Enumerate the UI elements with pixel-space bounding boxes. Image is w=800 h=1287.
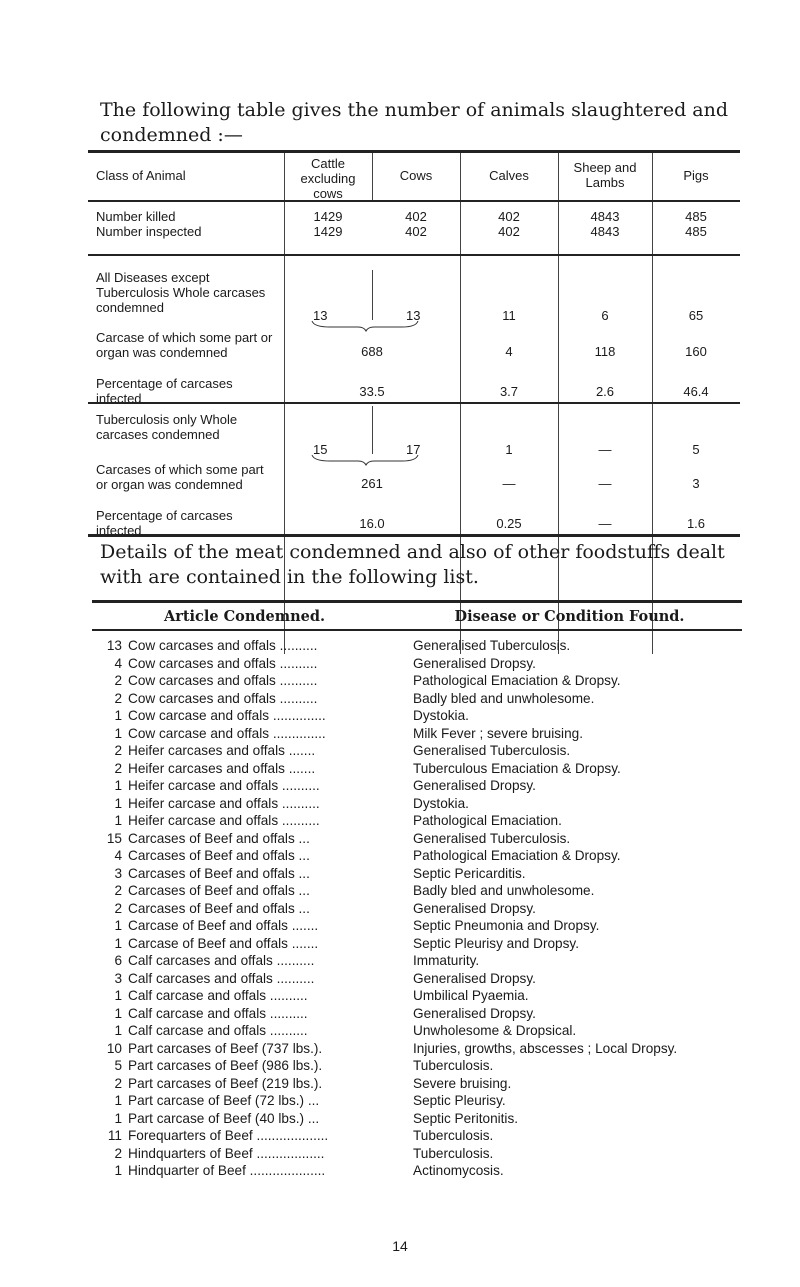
header-article: Article Condemned. xyxy=(163,607,326,625)
label-all-diseases-pct: Percentage of carcases infected xyxy=(96,376,233,406)
item-disease: Septic Pleurisy. xyxy=(413,1093,506,1108)
item-article: Cow carcases and offals .......... xyxy=(128,655,318,671)
header-pigs: Pigs xyxy=(683,168,709,183)
killed-pigs: 485 xyxy=(685,209,707,224)
col-divider xyxy=(372,153,373,200)
header-disease: Disease or Condition Found. xyxy=(454,607,685,625)
tb-pct-calves: 0.25 xyxy=(496,516,522,531)
list-item xyxy=(92,1127,742,1145)
list-item xyxy=(92,1162,742,1180)
label-killed: Number killed xyxy=(96,209,176,224)
item-quantity: 2 xyxy=(114,1075,122,1091)
item-article: Cow carcases and offals .......... xyxy=(128,690,318,706)
col-divider xyxy=(372,270,373,320)
list-item xyxy=(92,1040,742,1058)
list-item xyxy=(92,725,742,743)
list-item xyxy=(92,655,742,673)
item-quantity: 2 xyxy=(114,760,122,776)
item-quantity: 6 xyxy=(114,953,122,968)
list-item xyxy=(92,917,742,935)
killed-cows: 402 xyxy=(405,209,427,224)
label-all-diseases-part: Carcase of which some part or organ was condemned xyxy=(96,330,273,360)
ad-part-calves: 4 xyxy=(505,344,513,359)
table-rule-bottom xyxy=(88,534,740,537)
list-item xyxy=(92,935,742,953)
ad-whole-pigs: 65 xyxy=(688,308,704,323)
item-disease: Severe bruising. xyxy=(413,1075,512,1091)
item-quantity: 2 xyxy=(114,673,122,688)
tb-pct-cattle-cows: 16.0 xyxy=(359,516,385,531)
item-quantity: 1 xyxy=(114,708,122,723)
item-disease: Generalised Tuberculosis. xyxy=(413,830,571,846)
list-item xyxy=(92,672,742,690)
ad-part-pigs: 160 xyxy=(685,344,707,359)
item-article: Heifer carcases and offals ....... xyxy=(128,743,316,758)
table-rule-top xyxy=(88,150,740,153)
item-article: Carcase of Beef and offals ....... xyxy=(128,935,319,951)
table-rule xyxy=(88,402,740,404)
item-disease: Generalised Dropsy. xyxy=(413,970,536,986)
item-article: Hindquarters of Beef .................. xyxy=(128,1145,325,1161)
item-disease: Umbilical Pyaemia. xyxy=(413,988,529,1003)
list-item xyxy=(92,760,742,778)
ad-pct-calves: 3.7 xyxy=(499,384,519,399)
list-item xyxy=(92,830,742,848)
item-article: Part carcase of Beef (72 lbs.) ... xyxy=(128,1093,320,1108)
item-article: Carcase of Beef and offals ....... xyxy=(128,918,319,933)
list-item xyxy=(92,1057,742,1075)
item-article: Forequarters of Beef ................... xyxy=(128,1128,329,1143)
tb-whole-sheep: — xyxy=(598,442,612,457)
item-disease: Injuries, growths, abscesses ; Local Dropsy. xyxy=(413,1040,678,1056)
item-disease: Tuberculosis. xyxy=(413,1058,494,1073)
item-article: Part carcases of Beef (986 lbs.). xyxy=(128,1058,323,1073)
item-disease: Generalised Dropsy. xyxy=(413,655,536,671)
killed-sheep: 4843 xyxy=(590,209,620,224)
item-quantity: 2 xyxy=(114,743,122,758)
brace-icon xyxy=(310,454,420,466)
item-quantity: 1 xyxy=(114,1110,122,1126)
list-item xyxy=(92,1110,742,1128)
list-rule xyxy=(92,629,742,631)
item-disease: Tuberculous Emaciation & Dropsy. xyxy=(413,760,621,776)
list-item xyxy=(92,865,742,883)
tb-part-pigs: 3 xyxy=(692,476,700,491)
item-quantity: 1 xyxy=(114,1023,122,1038)
item-disease: Septic Pericarditis. xyxy=(413,865,526,881)
item-quantity: 1 xyxy=(114,1005,122,1021)
list-header xyxy=(92,603,742,629)
item-article: Cow carcases and offals .......... xyxy=(128,673,318,688)
item-disease: Generalised Tuberculosis. xyxy=(413,743,571,758)
item-disease: Dystokia. xyxy=(413,708,469,723)
item-quantity: 4 xyxy=(114,655,122,671)
tb-part-cattle-cows: 261 xyxy=(361,476,383,491)
tb-whole-calves: 1 xyxy=(505,442,513,457)
item-quantity: 1 xyxy=(114,813,122,828)
item-article: Carcases of Beef and offals ... xyxy=(128,848,310,863)
item-disease: Generalised Tuberculosis. xyxy=(413,638,571,653)
item-article: Cow carcase and offals .............. xyxy=(128,725,326,741)
ad-whole-sheep: 6 xyxy=(601,308,609,323)
inspected-sheep: 4843 xyxy=(590,224,620,239)
header-sheep: Sheep and Lambs xyxy=(573,160,637,190)
details-paragraph: Details of the meat condemned and also of other foodstuffs dealt with are contained in the following list. xyxy=(100,541,725,588)
item-article: Calf carcase and offals .......... xyxy=(128,1005,308,1021)
killed-calves: 402 xyxy=(498,209,520,224)
item-article: Heifer carcases and offals ....... xyxy=(128,760,316,776)
item-quantity: 2 xyxy=(114,883,122,898)
list-item xyxy=(92,777,742,795)
item-quantity: 1 xyxy=(114,1163,122,1178)
list-item xyxy=(92,900,742,918)
item-quantity: 15 xyxy=(106,830,122,846)
list-item xyxy=(92,847,742,865)
list-rows xyxy=(92,637,742,1180)
col-divider xyxy=(372,406,373,454)
tb-pct-pigs: 1.6 xyxy=(686,516,706,531)
item-article: Cow carcase and offals .............. xyxy=(128,708,326,723)
label-inspected: Number inspected xyxy=(96,224,202,239)
table-rule xyxy=(88,200,740,202)
list-item xyxy=(92,812,742,830)
ad-pct-pigs: 46.4 xyxy=(683,384,709,399)
ad-pct-sheep: 2.6 xyxy=(595,384,615,399)
list-item xyxy=(92,637,742,655)
item-disease: Milk Fever ; severe bruising. xyxy=(413,725,583,741)
item-article: Part carcases of Beef (737 lbs.). xyxy=(128,1040,323,1056)
ad-pct-cattle-cows: 33.5 xyxy=(359,384,385,399)
list-item xyxy=(92,970,742,988)
inspected-cattle: 1429 xyxy=(313,224,343,239)
inspected-cows: 402 xyxy=(405,224,427,239)
item-article: Part carcase of Beef (40 lbs.) ... xyxy=(128,1110,320,1126)
item-disease: Septic Pleurisy and Dropsy. xyxy=(413,935,579,951)
item-quantity: 1 xyxy=(114,935,122,951)
item-article: Carcases of Beef and offals ... xyxy=(128,883,310,898)
item-quantity: 5 xyxy=(114,1058,122,1073)
item-article: Cow carcases and offals .......... xyxy=(128,638,318,653)
list-item xyxy=(92,742,742,760)
page-number: 14 xyxy=(392,1238,408,1254)
ad-whole-cows: 13 xyxy=(406,308,421,323)
tb-whole-cows: 17 xyxy=(406,442,421,457)
item-quantity: 10 xyxy=(106,1040,122,1056)
item-quantity: 1 xyxy=(114,795,122,811)
item-quantity: 2 xyxy=(114,1145,122,1161)
item-quantity: 1 xyxy=(114,725,122,741)
list-item xyxy=(92,882,742,900)
tb-part-sheep: — xyxy=(598,476,612,491)
list-item xyxy=(92,1005,742,1023)
inspected-calves: 402 xyxy=(498,224,520,239)
tb-part-calves: — xyxy=(502,476,516,491)
item-disease: Tuberculosis. xyxy=(413,1128,494,1143)
label-tb-whole: Tuberculosis only Whole carcases condemned xyxy=(96,412,238,442)
item-quantity: 1 xyxy=(114,918,122,933)
item-quantity: 2 xyxy=(114,900,122,916)
item-article: Hindquarter of Beef .................... xyxy=(128,1163,326,1178)
item-disease: Pathological Emaciation. xyxy=(413,813,562,828)
item-article: Heifer carcase and offals .......... xyxy=(128,778,320,793)
brace-icon xyxy=(310,320,420,332)
item-disease: Septic Peritonitis. xyxy=(413,1110,519,1126)
item-disease: Generalised Dropsy. xyxy=(413,1005,536,1021)
ad-part-cattle-cows: 688 xyxy=(361,344,383,359)
item-quantity: 3 xyxy=(114,865,122,881)
item-article: Calf carcases and offals .......... xyxy=(128,953,315,968)
list-item xyxy=(92,690,742,708)
item-disease: Generalised Dropsy. xyxy=(413,900,536,916)
ad-whole-cattle: 13 xyxy=(313,308,328,323)
item-disease: Dystokia. xyxy=(413,795,469,811)
item-article: Calf carcase and offals .......... xyxy=(128,1023,308,1038)
ad-part-sheep: 118 xyxy=(594,344,616,359)
item-disease: Pathological Emaciation & Dropsy. xyxy=(413,673,621,688)
item-quantity: 11 xyxy=(107,1128,122,1143)
list-item xyxy=(92,1022,742,1040)
item-article: Carcases of Beef and offals ... xyxy=(128,900,310,916)
label-all-diseases-whole: All Diseases except Tuberculosis Whole carcases condemned xyxy=(96,270,266,315)
item-quantity: 13 xyxy=(106,638,122,653)
item-disease: Immaturity. xyxy=(413,953,480,968)
header-cows: Cows xyxy=(399,168,433,183)
item-disease: Unwholesome & Dropsical. xyxy=(413,1023,577,1038)
item-article: Calf carcases and offals .......... xyxy=(128,970,315,986)
item-disease: Tuberculosis. xyxy=(413,1145,494,1161)
killed-cattle: 1429 xyxy=(313,209,343,224)
tb-whole-cattle: 15 xyxy=(313,442,328,457)
item-quantity: 1 xyxy=(114,778,122,793)
header-cattle: Cattle excluding cows xyxy=(300,156,356,201)
list-item xyxy=(92,1145,742,1163)
header-calves: Calves xyxy=(489,168,529,183)
item-quantity: 2 xyxy=(114,690,122,706)
item-quantity: 3 xyxy=(114,970,122,986)
list-item xyxy=(92,795,742,813)
list-item xyxy=(92,707,742,725)
list-item xyxy=(92,952,742,970)
table-rule xyxy=(88,254,740,256)
condemned-list xyxy=(92,600,742,1180)
list-item xyxy=(92,987,742,1005)
ad-whole-calves: 11 xyxy=(502,308,516,323)
item-disease: Pathological Emaciation & Dropsy. xyxy=(413,848,621,863)
item-quantity: 4 xyxy=(114,848,122,863)
label-tb-part: Carcases of which some part or organ was condemned xyxy=(96,462,264,492)
item-quantity: 1 xyxy=(114,988,122,1003)
item-article: Carcases of Beef and offals ... xyxy=(128,830,310,846)
item-article: Calf carcase and offals .......... xyxy=(128,988,308,1003)
item-article: Heifer carcase and offals .......... xyxy=(128,813,320,828)
intro-paragraph: The following table gives the number of animals slaughtered and condemned :— xyxy=(100,99,728,146)
item-article: Heifer carcase and offals .......... xyxy=(128,795,320,811)
header-class: Class of Animal xyxy=(96,168,186,183)
inspected-pigs: 485 xyxy=(685,224,707,239)
list-item xyxy=(92,1075,742,1093)
label-tb-pct: Percentage of carcases infected xyxy=(96,508,233,538)
tb-pct-sheep: — xyxy=(598,516,612,531)
item-article: Carcases of Beef and offals ... xyxy=(128,865,310,881)
item-quantity: 1 xyxy=(114,1093,122,1108)
item-disease: Actinomycosis. xyxy=(413,1163,504,1178)
item-disease: Badly bled and unwholesome. xyxy=(413,690,595,706)
item-disease: Generalised Dropsy. xyxy=(413,778,536,793)
item-disease: Septic Pneumonia and Dropsy. xyxy=(413,918,600,933)
list-item xyxy=(92,1092,742,1110)
item-article: Part carcases of Beef (219 lbs.). xyxy=(128,1075,323,1091)
tb-whole-pigs: 5 xyxy=(692,442,700,457)
item-disease: Badly bled and unwholesome. xyxy=(413,883,595,898)
